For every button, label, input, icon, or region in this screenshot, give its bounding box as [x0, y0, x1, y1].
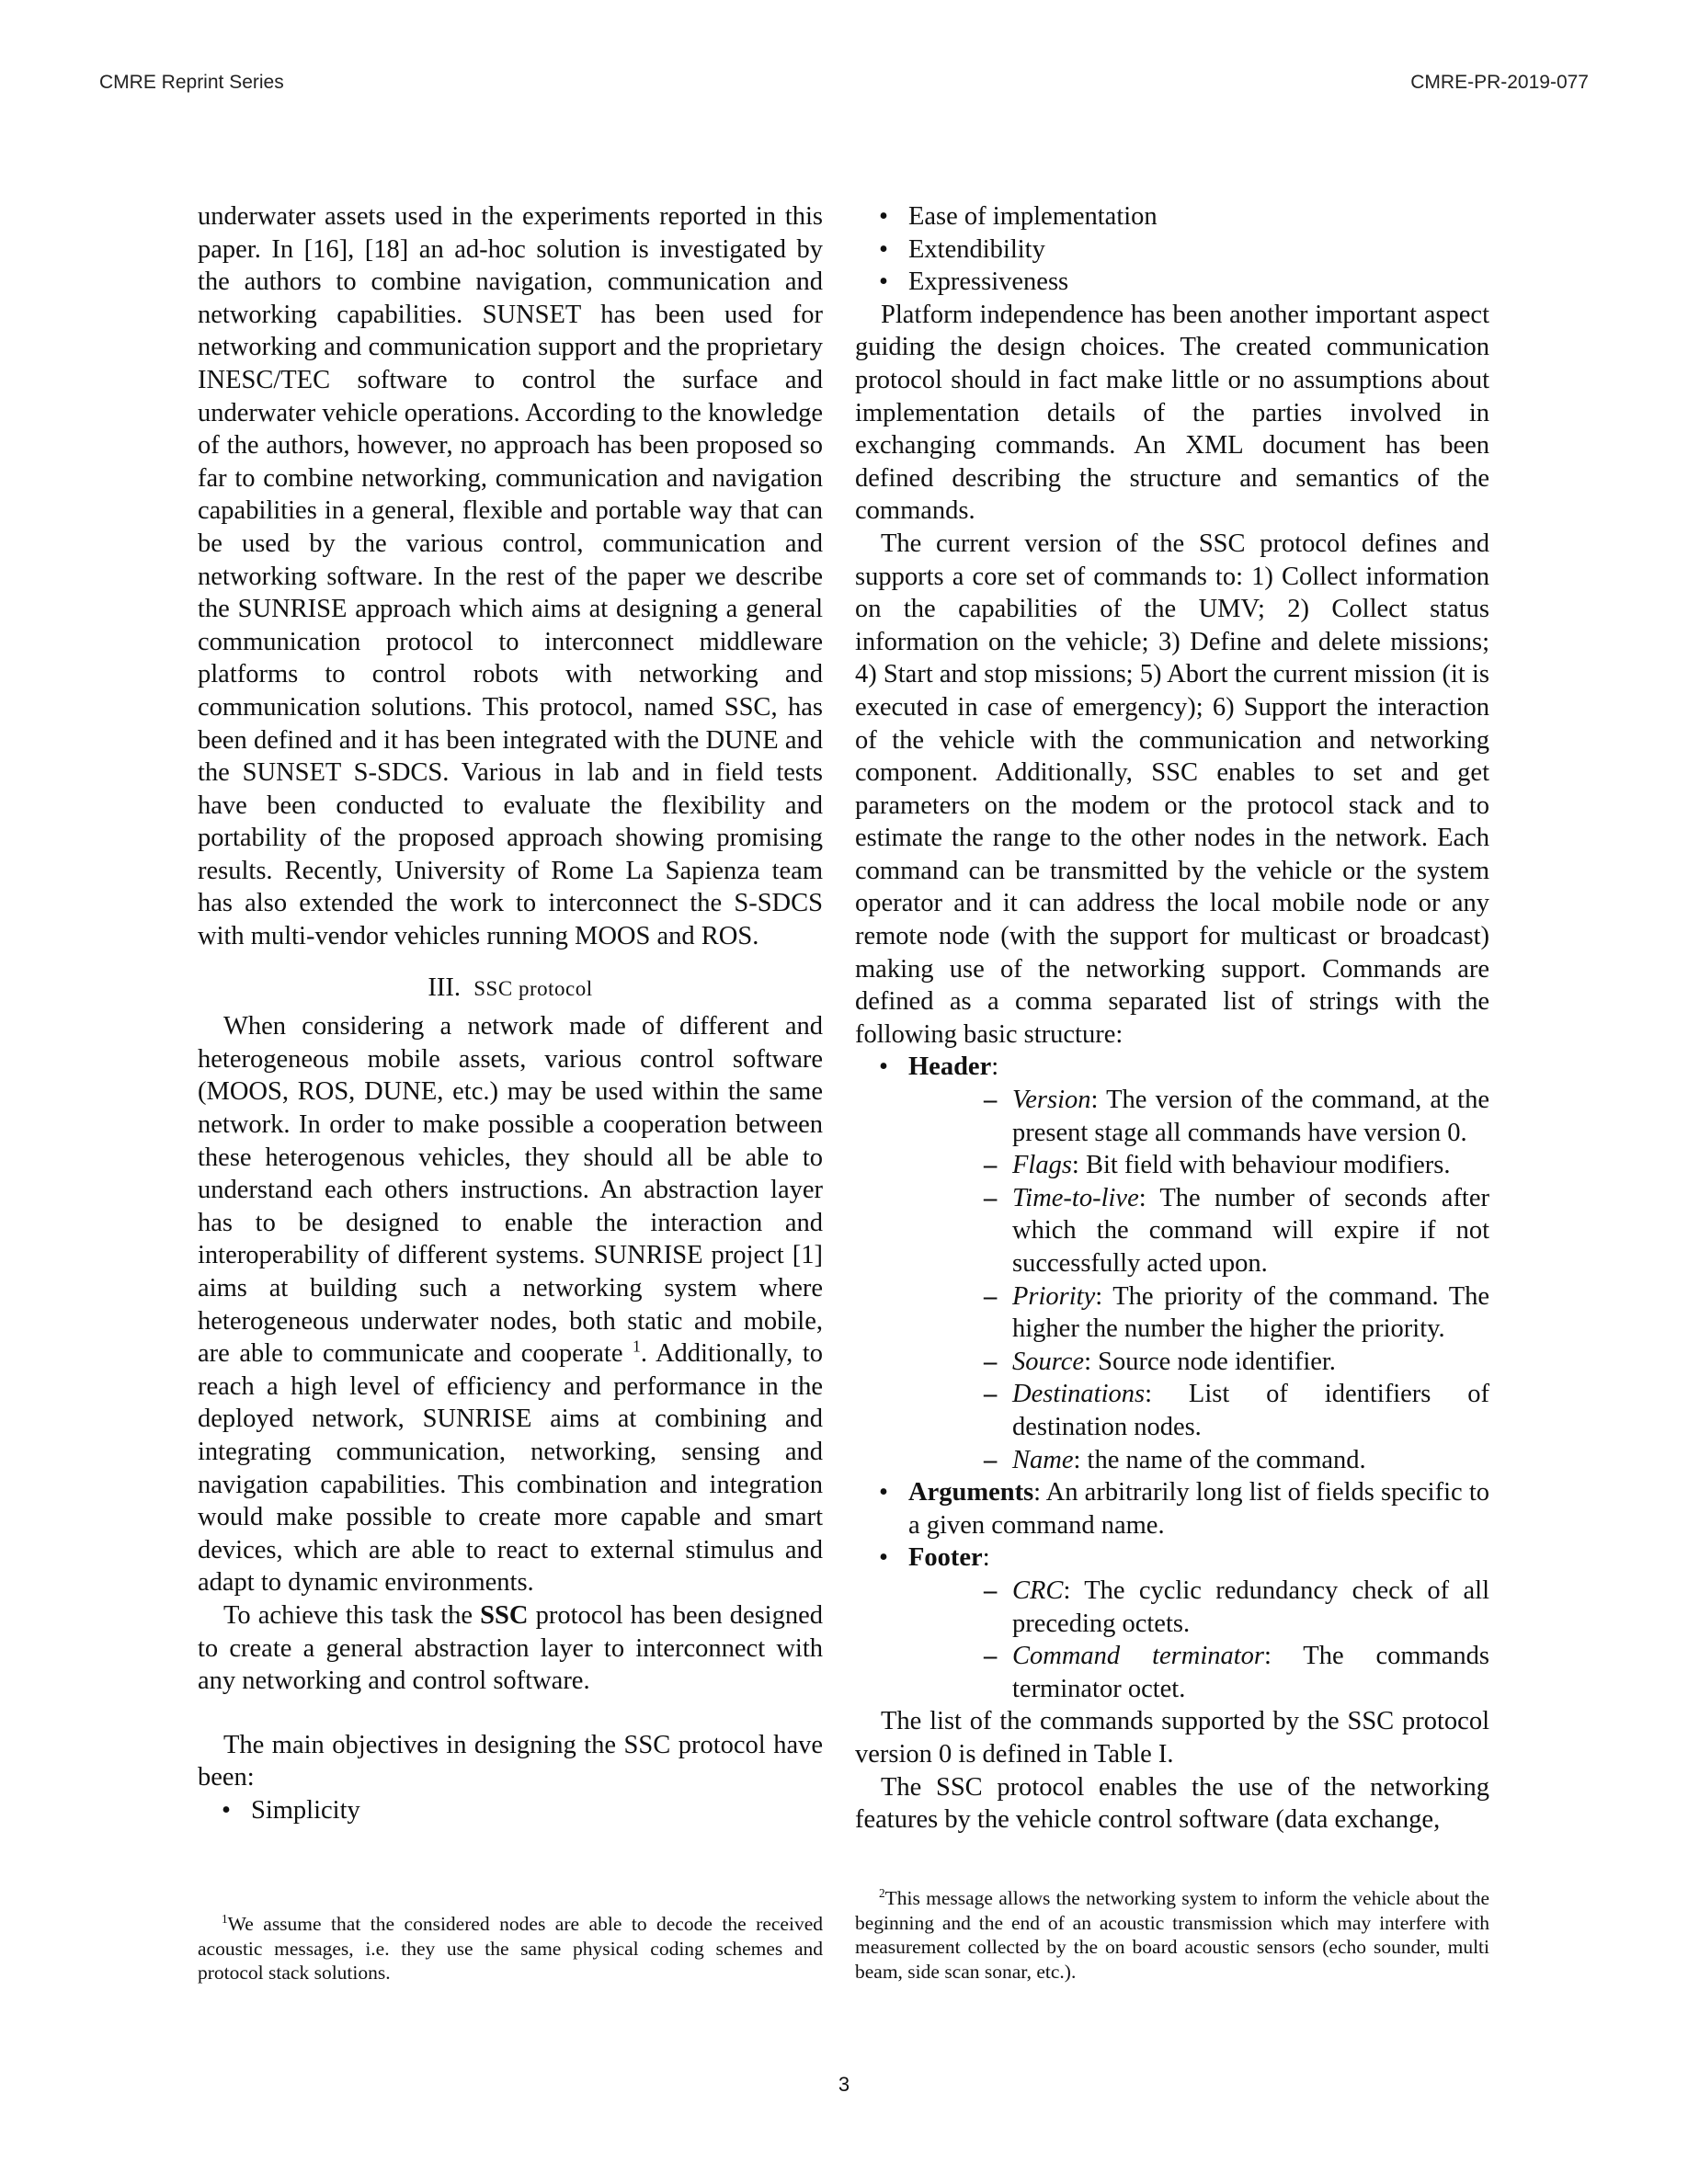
body-paragraph: The SSC protocol enables the use of the networking features by the vehicle control software (data exchange,: [855, 1772, 1489, 1835]
footnote-2: [855, 1886, 1489, 1984]
paragraph-text: protocol has been designed to create a general abstraction layer to interconnect with any networking and control software.: [198, 1600, 824, 1696]
objectives-list: [855, 200, 1489, 299]
running-header: [99, 72, 1589, 99]
section-number: III.: [428, 973, 462, 1002]
field-desc: : List of identifiers of destination nodes.: [1012, 1380, 1489, 1441]
field-term: Priority: [1012, 1281, 1096, 1311]
item-label: Header: [908, 1052, 992, 1082]
body-paragraph: The list of the commands supported by the SSC protocol version 0 is defined in Table I.: [855, 1707, 1489, 1769]
left-column: [198, 200, 823, 1951]
body-paragraph: underwater assets used in the experiments reported in this paper. In [16], [18] an ad-hoc solution is investigated by the authors to combine navigation, communication and networking capabilities. SUNSET has been used for networking and communication support and the proprietary INESC/TEC software to control the surface and underwater vehicle operations. According to the knowledge of the authors, however, no approach has been proposed so far to combine networking, communication and navigation capabilities in a general, flexible and portable way that can be used by the various control, communication and networking software. In the rest of the paper we describe the SUNRISE approach which aims at designing a general communication protocol to interconnect middleware platforms to control robots with networking and communication solutions. This protocol, named SSC, has been defined and it has been integrated with the DUNE and the SUNSET S-SDCS. Various in lab and in field tests have been conducted to evaluate the flexibility and portability of the proposed approach showing promising results. Recently, University of Rome La Sapienza team has also extended the work to interconnect the S-SDCS with multi-vendor vehicles running MOOS and ROS.: [198, 202, 823, 951]
footnote-body: We assume that the considered nodes are able to decode the received acoustic messages, i.e. they use the same physical coding schemes and protocol stack solutions.: [198, 1913, 823, 1984]
field-desc: : the name of the command.: [1073, 1445, 1366, 1474]
paragraph-text: . Additionally, to reach a high level of efficiency and performance in the deployed network, SUNRISE aims at combining and integrating communication, networking, sensing and navigation capabilities. This combination and integration would make possible to create more capable and smart devices, which are able to react to external stimulus and adapt to dynamic environments.: [198, 1339, 823, 1598]
list-item: • Expressiveness: [855, 266, 1489, 299]
field-term: CRC: [1012, 1575, 1064, 1605]
section-title: SSC protocol: [473, 976, 593, 1000]
field-term: Version: [1012, 1086, 1091, 1115]
footnote-1: [198, 1912, 823, 1985]
field-term: Flags: [1012, 1151, 1072, 1180]
footnote-body: This message allows the networking system to inform the vehicle about the beginning and the end of an acoustic transmission which may interfere with measurement collected by the on board acoustic sensors (echo sounder, multi beam, side scan sonar, etc.).: [855, 1887, 1489, 1983]
section-heading: [198, 972, 823, 1006]
right-column: [855, 200, 1489, 1951]
list-item: • Simplicity: [198, 1794, 823, 1827]
footnote-text: [855, 1886, 1489, 1984]
footnote-ref[interactable]: 1: [633, 1337, 641, 1356]
command-structure-list: [855, 1051, 1489, 1705]
list-item: [908, 1149, 1489, 1182]
field-term: Name: [1012, 1445, 1074, 1474]
list-item: [908, 1280, 1489, 1346]
item-desc: : An arbitrarily long list of fields specific to a given command name.: [908, 1478, 1489, 1540]
objectives-list: [198, 1794, 823, 1827]
body-paragraph: [198, 1010, 823, 1599]
field-desc: : The number of seconds after which the command will expire if not successfully acted upon.: [1012, 1183, 1489, 1278]
spacer: [198, 1698, 823, 1729]
list-item-footer: • Footer: – CRC: The cyclic redundancy check of all preceding octets. – Command terminator: The commands terminator octet.: [855, 1541, 1489, 1705]
item-label: Footer: [908, 1543, 983, 1573]
page-number: 3: [838, 2073, 850, 2096]
field-term: Time-to-live: [1012, 1183, 1139, 1212]
field-term: Command terminator: [1012, 1642, 1264, 1671]
protocol-name-bold: SSC: [480, 1600, 529, 1630]
list-item: • Extendibility: [855, 233, 1489, 267]
list-item: [908, 1444, 1489, 1477]
footnote-mark: 1: [222, 1911, 228, 1926]
field-desc: : Bit field with behaviour modifiers.: [1071, 1151, 1451, 1180]
body-paragraph: [198, 1599, 823, 1698]
field-desc: : Source node identifier.: [1084, 1347, 1336, 1376]
body-paragraph: The current version of the SSC protocol defines and supports a core set of commands to: 1) Collect information on the capabilities of the UMV; 2) Collect status information on the vehicle; 3) Define and delete missions; 4) Start and stop missions; 5) Abort the current mission (it is executed in case of emergency); 6) Support the interaction of the vehicle with the communication and networking component. Additionally, SSC enables to set and get parameters on the modem or the protocol stack and to estimate the range to the other nodes in the network. Each command can be transmitted by the vehicle or the system operator and it can address the local mobile node or any remote node (with the support for multicast or broadcast) making use of the networking support. Commands are defined as a comma separated list of strings with the following basic structure:: [855, 529, 1489, 1049]
footer-fields-list: [908, 1575, 1489, 1705]
list-item: [908, 1182, 1489, 1280]
field-term: Source: [1012, 1347, 1085, 1376]
list-item: • Ease of implementation: [855, 200, 1489, 233]
list-item-arguments: [855, 1476, 1489, 1541]
paragraph-text: When considering a network made of different and heterogeneous mobile assets, various control software (MOOS, ROS, DUNE, etc.) may be used within the same network. In order to make possible a cooperation between these heterogenous vehicles, they should all be able to understand each others instructions. An abstraction layer has to be designed to enable the interaction and interoperability of different systems. SUNRISE project [1] aims at building such a networking system where heterogeneous underwater nodes, both static and mobile, are able to communicate and cooperate: [198, 1012, 823, 1369]
list-item: [908, 1346, 1489, 1379]
list-item: [908, 1575, 1489, 1640]
field-desc: : The cyclic redundancy check of all preceding octets.: [1012, 1575, 1489, 1638]
field-desc: : The commands terminator octet.: [1012, 1642, 1489, 1703]
body-paragraph: The main objectives in designing the SSC protocol have been:: [198, 1730, 823, 1792]
report-number: CMRE-PR-2019-077: [1410, 72, 1589, 93]
field-desc: : The priority of the command. The higher the number the higher the priority.: [1012, 1281, 1489, 1344]
list-item: [908, 1084, 1489, 1149]
paragraph-text: To achieve this task the: [223, 1600, 481, 1630]
list-item-header: • Header: – Version: The version of the command, at the present stage all commands have version 0. – Flags: Bit field with behaviour modifiers. – Time-to-live: The number of seconds after which the command will expire if not successfully acted upon. – Priority: The priority of the command. The higher the number the higher the priority. – Source: Source node identifier. – Destinations: List of identifiers of destination nodes. – Name: the name of the command.: [855, 1051, 1489, 1476]
list-item: [908, 1378, 1489, 1443]
field-desc: : The version of the command, at the present stage all commands have version 0.: [1012, 1086, 1489, 1147]
list-item: [908, 1640, 1489, 1705]
header-fields-list: [908, 1084, 1489, 1476]
footnote-text: [198, 1912, 823, 1985]
body-paragraph: Platform independence has been another important aspect guiding the design choices. The created communication protocol should in fact make little or no assumptions about implementation details of the parties involved in exchanging commands. An XML document has been defined describing the structure and semantics of the commands.: [855, 300, 1489, 526]
item-label: Arguments: [908, 1478, 1034, 1507]
field-term: Destinations: [1012, 1380, 1146, 1409]
footnote-mark: 2: [879, 1885, 885, 1900]
series-label: CMRE Reprint Series: [99, 72, 284, 93]
